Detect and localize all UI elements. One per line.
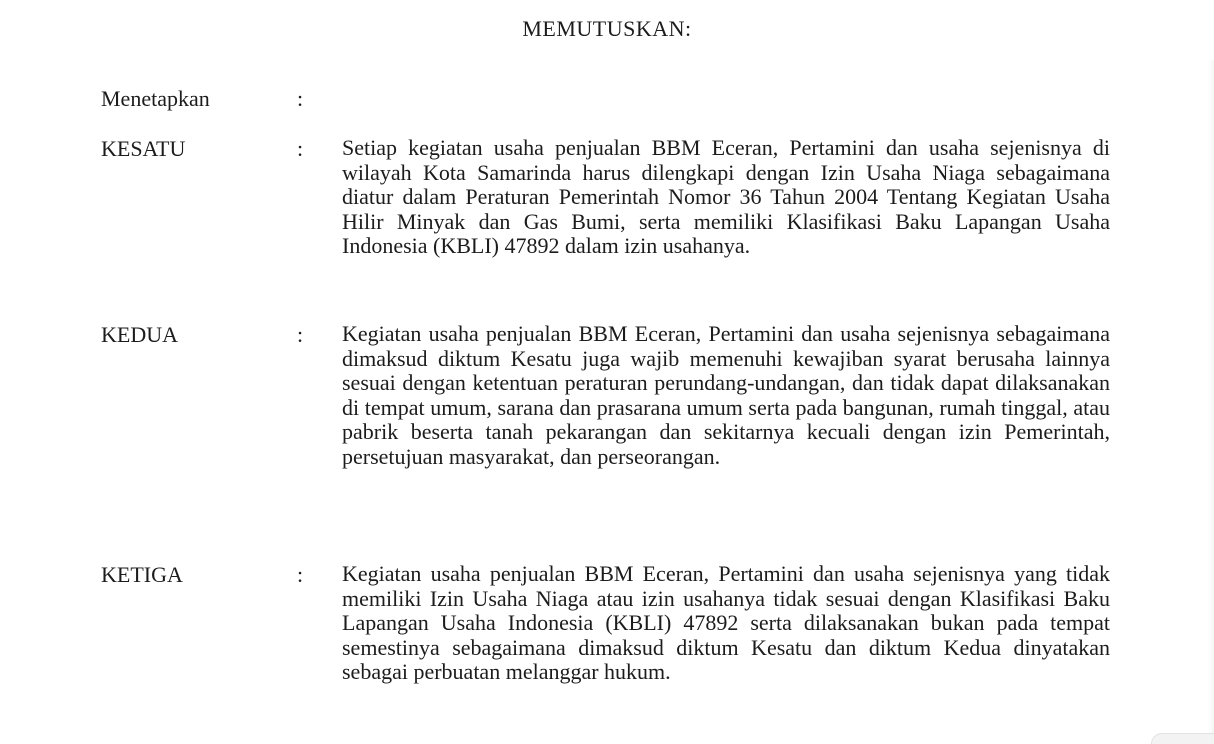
page-corner xyxy=(1151,733,1214,744)
section-text: Setiap kegiatan usaha penjualan BBM Eceran, Pertamini dan usaha sejenisnya di wilayah Kota Samarinda harus dilengkapi dengan Izin Usaha Niaga sebagaimana diatur dalam Peraturan Pemerintah Nomor 36 Tahun 2004 Tentang Kegiatan Usaha Hilir Minyak dan Gas Bumi, serta memiliki Klasifikasi Baku Lapangan Usaha Indonesia (KBLI) 47892 dalam izin usahanya. xyxy=(342,135,1110,259)
section-text: Kegiatan usaha penjualan BBM Eceran, Pertamini dan usaha sejenisnya yang tidak memiliki Izin Usaha Niaga atau izin usahanya tidak sesuai dengan Klasifikasi Baku Lapangan Usaha Indonesia (KBLI) 47892 serta dilaksanakan bukan pada tempat semestinya sebagaimana dimaksud diktum Kesatu dan diktum Kedua dinyatakan sebagai perbuatan melanggar hukum. xyxy=(342,561,1110,685)
section-separator: : xyxy=(297,86,304,111)
section-label: KESATU xyxy=(101,136,186,161)
section-label: KEDUA xyxy=(101,322,178,347)
section-text: Kegiatan usaha penjualan BBM Eceran, Pertamini dan usaha sejenisnya sebagaimana dimaksud diktum Kesatu juga wajib memenuhi kewajiban syarat berusaha lainnya sesuai dengan ketentuan peraturan perundang-undangan, dan tidak dapat dilaksanakan di tempat umum, sarana dan prasarana umum serta pada bangunan, rumah tinggal, atau pabrik beserta tanah pekarangan dan sekitarnya kecuali dengan izin Pemerintah, persetujuan masyarakat, dan perseorangan. xyxy=(342,321,1110,469)
section-separator: : xyxy=(297,322,304,347)
section-label: Menetapkan xyxy=(101,86,210,111)
section-label: KETIGA xyxy=(101,562,183,587)
section-separator: : xyxy=(297,136,304,161)
section-separator: : xyxy=(297,562,304,587)
document-heading: MEMUTUSKAN: xyxy=(522,16,692,41)
page-edge-shadow xyxy=(1208,60,1214,740)
